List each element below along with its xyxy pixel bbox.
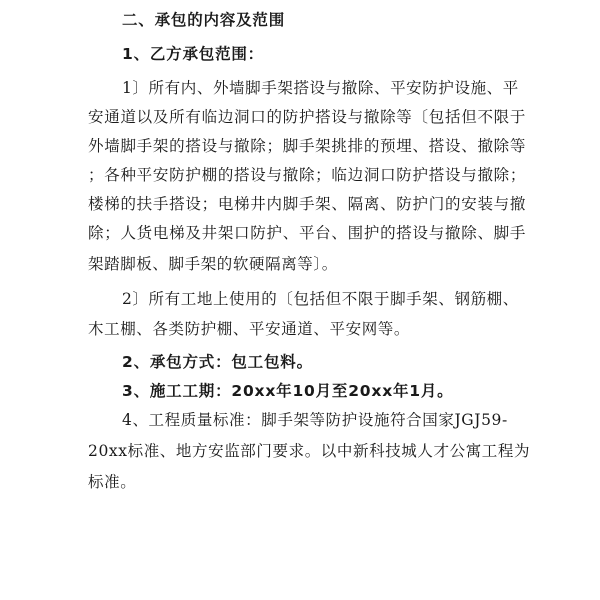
item2-line-2: 木工棚、各类防护棚、平安通道、平安网等。 [88, 320, 411, 338]
item1-line-5: 楼梯的扶手搭设；电梯井内脚手架、隔离、防护门的安装与撤 [88, 195, 526, 213]
item1-line-4: ；各种平安防护棚的搭设与撤除；临边洞口防护搭设与撤除； [88, 166, 526, 184]
item1-line-1: 1〕所有内、外墙脚手架搭设与撤除、平安防护设施、平 [122, 79, 519, 97]
sub4-line-2: 20xx标准、地方安监部门要求。以中新科技城人才公寓工程为 [88, 442, 531, 460]
section-heading: 二、承包的内容及范围 [122, 11, 286, 29]
sub4-line-3: 标准。 [88, 473, 137, 491]
item2-line-1: 2〕所有工地上使用的〔包括但不限于脚手架、钢筋棚、 [122, 290, 519, 308]
item1-line-3: 外墙脚手架的搭设与撤除；脚手架挑排的预埋、搭设、撤除等 [88, 137, 526, 155]
item1-line-2: 安通道以及所有临边洞口的防护搭设与撤除等〔包括但不限于 [88, 108, 526, 126]
subsection-2-title: 2、承包方式：包工包料。 [122, 353, 313, 371]
item1-line-7: 架踏脚板、脚手架的软硬隔离等〕。 [88, 255, 338, 273]
subsection-3-title: 3、施工工期：20xx年10月至20xx年1月。 [122, 382, 454, 400]
sub4-line-1: 4、工程质量标准：脚手架等防护设施符合国家JGJ59- [122, 411, 508, 429]
item1-line-6: 除；人货电梯及井架口防护、平台、围护的搭设与撤除、脚手 [88, 224, 526, 242]
subsection-1-title: 1、乙方承包范围： [122, 45, 264, 63]
